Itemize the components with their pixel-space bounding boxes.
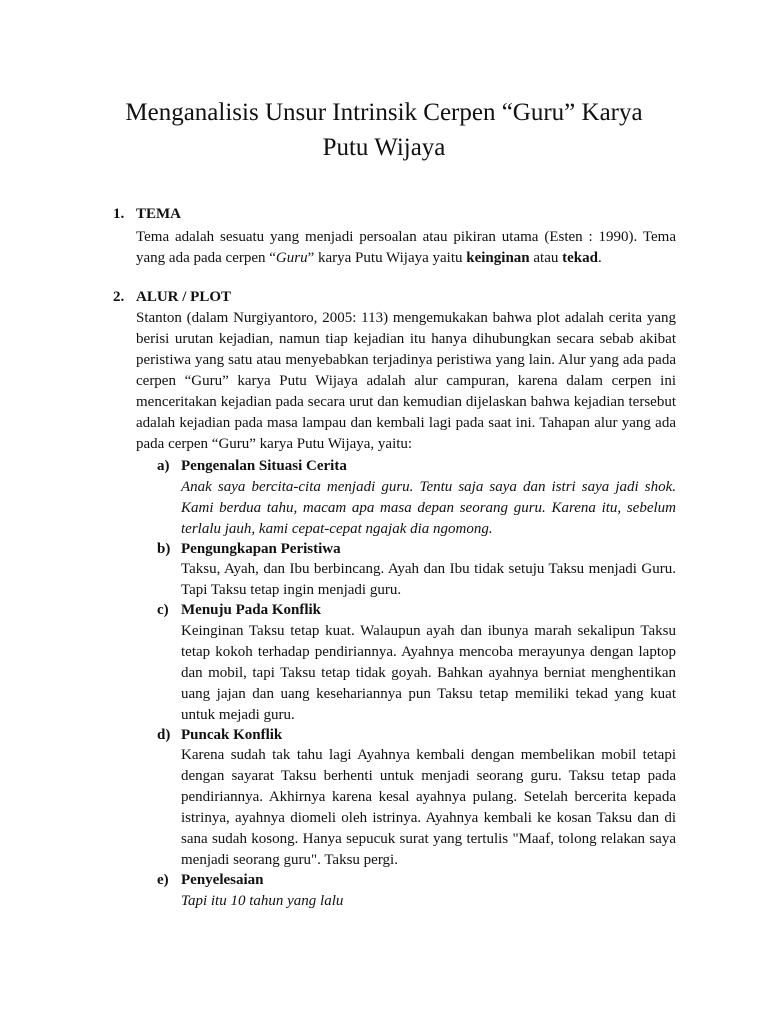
section-heading-alur	[113, 289, 231, 306]
alur-line-6: adalah kejadian pada masa lampau dan kembali lagi pada saat ini. Tahapan alur yang ada	[136, 415, 676, 431]
title-line-1: Menganalisis Unsur Intrinsik Cerpen “Guru” Karya	[125, 99, 643, 126]
alur-line-4: cerpen “Guru” karya Putu Wijaya adalah alur campuran, karena dalam cerpen ini	[136, 373, 676, 389]
subsection-heading-d: d) Puncak Konflik	[157, 727, 283, 743]
sub-d-line-6: menjadi seorang guru". Taksu pergi.	[181, 852, 398, 868]
sub-c-line-2: tetap kokoh terhadap pendiriannya. Ayahnya mencoba merayunya dengan laptop	[181, 644, 676, 660]
sub-c-line-3: dan mobil, tapi Taksu tetap tidak goyah. Bahkan ayahnya berniat menghentikan	[181, 665, 676, 681]
subsection-heading-e: e) Penyelesaian	[157, 872, 264, 888]
subsection-heading-a: a) Pengenalan Situasi Cerita	[157, 458, 347, 474]
alur-line-1: Stanton (dalam Nurgiyantoro, 2005: 113) mengemukakan bahwa plot adalah cerita yang	[136, 310, 676, 326]
sub-d-line-3: pendiriannya. Akhirnya karena kesal ayahnya pulang. Setelah bercerita kepada	[181, 789, 676, 805]
sub-a-line-3: terlalu jauh, kami cepat-cepat ngajak dia ngomong.	[181, 521, 493, 537]
subsection-heading-c: c) Menuju Pada Konflik	[157, 602, 322, 618]
alur-line-5: menceritakan kejadian pada secara urut dan kemudian dijelaskan bahwa kejadian tersebut	[136, 394, 676, 410]
tema-line-1: Tema adalah sesuatu yang menjadi persoalan atau pikiran utama (Esten : 1990). Tema	[136, 229, 676, 245]
sub-c-line-4: uang jajan dan uang kesehariannya pun Taksu tetap memiliki tekad yang kuat	[181, 686, 676, 702]
tema-line-2: yang ada pada cerpen “Guru” karya Putu Wijaya yaitu keinginan atau tekad.	[136, 250, 602, 266]
sub-d-line-4: istrinya, ayahnya diomeli oleh istrinya. Ayahnya kembali ke kosan Taksu dan di	[181, 810, 676, 826]
sub-c-line-1: Keinginan Taksu tetap kuat. Walaupun ayah dan ibunya marah sekalipun Taksu	[181, 623, 676, 639]
section-number: 1.	[113, 206, 125, 222]
sub-d-line-5: sana sudah kosong. Hanya sepucuk surat yang tertulis "Maaf, tolong relakan saya	[181, 831, 676, 847]
sub-b-line-2: Tapi Taksu tetap ingin menjadi guru.	[181, 582, 402, 598]
section-number: 2.	[113, 289, 125, 305]
title-line-2: Putu Wijaya	[322, 134, 446, 161]
alur-line-7: pada cerpen “Guru” karya Putu Wijaya, yaitu:	[136, 436, 413, 452]
sub-c-line-5: untuk mejadi guru.	[181, 707, 295, 723]
sub-a-line-1: Anak saya bercita-cita menjadi guru. Tentu saja saya dan istri saya jadi shok.	[181, 479, 676, 495]
sub-a-line-2: Kami berdua tahu, macam apa masa depan seorang guru. Karena itu, sebelum	[181, 500, 676, 516]
alur-line-2: berisi urutan kejadian, namun tiap kejadian itu hanya dihubungkan secara sebab akibat	[136, 331, 676, 347]
sub-e-line-1: Tapi itu 10 tahun yang lalu	[181, 893, 344, 909]
sub-b-line-1: Taksu, Ayah, dan Ibu berbincang. Ayah dan Ibu tidak setuju Taksu menjadi Guru.	[181, 561, 676, 577]
alur-line-3: peristiwa yang satu atau menyebabkan terjadinya peristiwa yang lain. Alur yang ada pada	[136, 352, 676, 368]
section-heading-tema	[113, 206, 181, 223]
subsection-heading-b: b) Pengungkapan Peristiwa	[157, 541, 341, 557]
sub-d-line-2: dengan sayarat Taksu berhenti untuk menjadi seorang guru. Taksu tetap pada	[181, 768, 676, 784]
section-title: ALUR / PLOT	[136, 289, 232, 305]
sub-d-line-1: Karena sudah tak tahu lagi Ayahnya kembali dengan membelikan mobil tetapi	[181, 747, 676, 763]
section-title: TEMA	[136, 206, 181, 222]
document-title	[80, 95, 688, 165]
